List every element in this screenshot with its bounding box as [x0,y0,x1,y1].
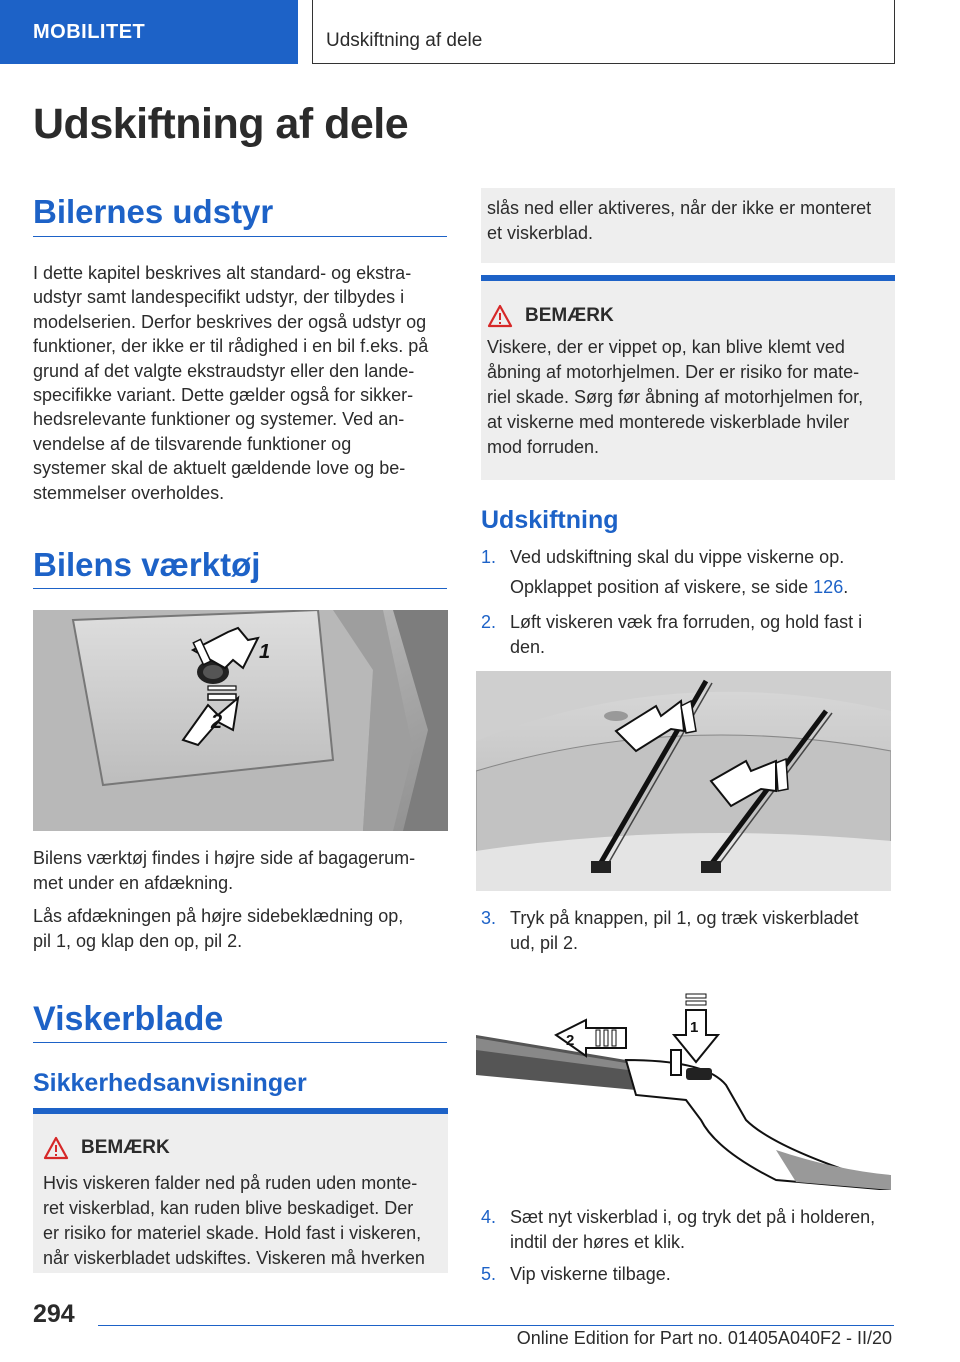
tool-compartment-illustration [33,610,448,831]
heading-bilernes-udstyr: Bilernes udstyr [33,193,274,230]
arrow-label-2: 2 [211,711,223,733]
notice-box-2 [481,275,895,480]
notice-header [487,304,614,328]
heading-rule [33,236,447,237]
step-5 [481,1262,893,1287]
tool-compartment-figure [33,610,448,831]
notice-header [43,1136,170,1160]
wipers-raised-figure [476,671,891,891]
equipment-paragraph: I dette kapitel beskrives alt standard- og ekstra- udstyr samt landespecifikt udstyr, der tilbydes i modelserien. Derfor beskrives der også udstyr og funktioner, der ikke er til rådighed i en bil f.eks. på grund af det valgte ekstraudstyr eller den lande- specifikke variant. Dette gælder også for sikker- hedsrelevante funktioner og systemer. Ved an- vendelse af de tilsvarende funktioner og systemer skal de aktuelt gældende love og be- stemmelser overholdes. [33,263,429,503]
step-subtext: Opklappet position af viskere, se side 126. [510,577,849,597]
tools-paragraph-1: Bilens værktøj findes i højre side af bagagerum- met under en afdækning. [33,848,416,893]
step-number: 5. [481,1264,497,1284]
wiper-blade-release-figure [476,990,891,1190]
step-number: 3. [481,908,497,928]
step-2 [481,610,893,660]
warning-triangle-icon [487,304,513,328]
arrow-label-2: 2 [566,1032,575,1049]
step-number: 4. [481,1207,497,1227]
notice-label: BEMÆRK [81,1137,170,1158]
footer-rule [98,1325,894,1326]
step-4 [481,1205,893,1255]
topic-tab [312,0,895,64]
page-number: 294 [33,1300,75,1328]
notice-text: Hvis viskeren falder ned på ruden uden monte- ret viskerblad, kan ruden blive beskadiget. Der er risiko for materiel skade. Hold fast i viskeren, når viskerbladet udskiftes. Viskeren må hverken [43,1173,425,1268]
notice-accent-bar [481,275,895,281]
wiper-blade-release-illustration [476,990,891,1190]
step-text: Ved udskiftning skal du vippe viskerne op. [510,547,845,567]
edition-footer: Online Edition for Part no. 01405A040F2 - II/20 [516,1328,892,1348]
step-text: Sæt nyt viskerblad i, og tryk det på i holderen, indtil der høres et klik. [510,1207,876,1252]
section-label: MOBILITET [33,20,146,43]
notice-box-1-continued [481,188,895,263]
warning-triangle-icon [43,1136,69,1160]
notice-text: slås ned eller aktiveres, når der ikke er monteret et viskerblad. [487,198,872,243]
arrow-label-1: 1 [259,641,271,663]
page-reference-link[interactable]: 126 [813,577,844,597]
tools-paragraph-2: Lås afdækningen på højre sidebeklædning op, pil 1, og klap den op, pil 2. [33,906,404,951]
heading-udskiftning: Udskiftning [481,506,619,534]
notice-box-1 [33,1108,448,1273]
heading-viskerblade: Viskerblade [33,1000,224,1038]
section-tab [0,0,298,64]
step-text: Vip viskerne tilbage. [510,1264,671,1284]
step-number: 2. [481,612,497,632]
page-title: Udskiftning af dele [33,100,409,148]
step-text: Tryk på knappen, pil 1, og træk viskerbladet ud, pil 2. [510,908,859,953]
notice-label: BEMÆRK [525,305,614,326]
notice-text: Viskere, der er vippet op, kan blive klemt ved åbning af motorhjelmen. Der er risiko for mate- riel skade. Sørg før åbning af motorhjelmen for, at viskerne med monterede viskerblade hviler mod forruden. [487,337,864,457]
heading-bilens-vaerktoej: Bilens værktøj [33,546,261,583]
wipers-raised-illustration [476,671,891,891]
heading-rule [33,588,447,589]
step-3 [481,906,893,956]
arrow-label-1: 1 [690,1019,699,1036]
notice-accent-bar [33,1108,448,1114]
heading-sikkerhedsanvisninger: Sikkerhedsanvisninger [33,1069,307,1097]
heading-rule [33,1042,447,1043]
step-text: Løft viskeren væk fra forruden, og hold fast i den. [510,612,863,657]
step-number: 1. [481,547,497,567]
step-1 [481,545,893,595]
topic-label: Udskiftning af dele [326,30,483,51]
